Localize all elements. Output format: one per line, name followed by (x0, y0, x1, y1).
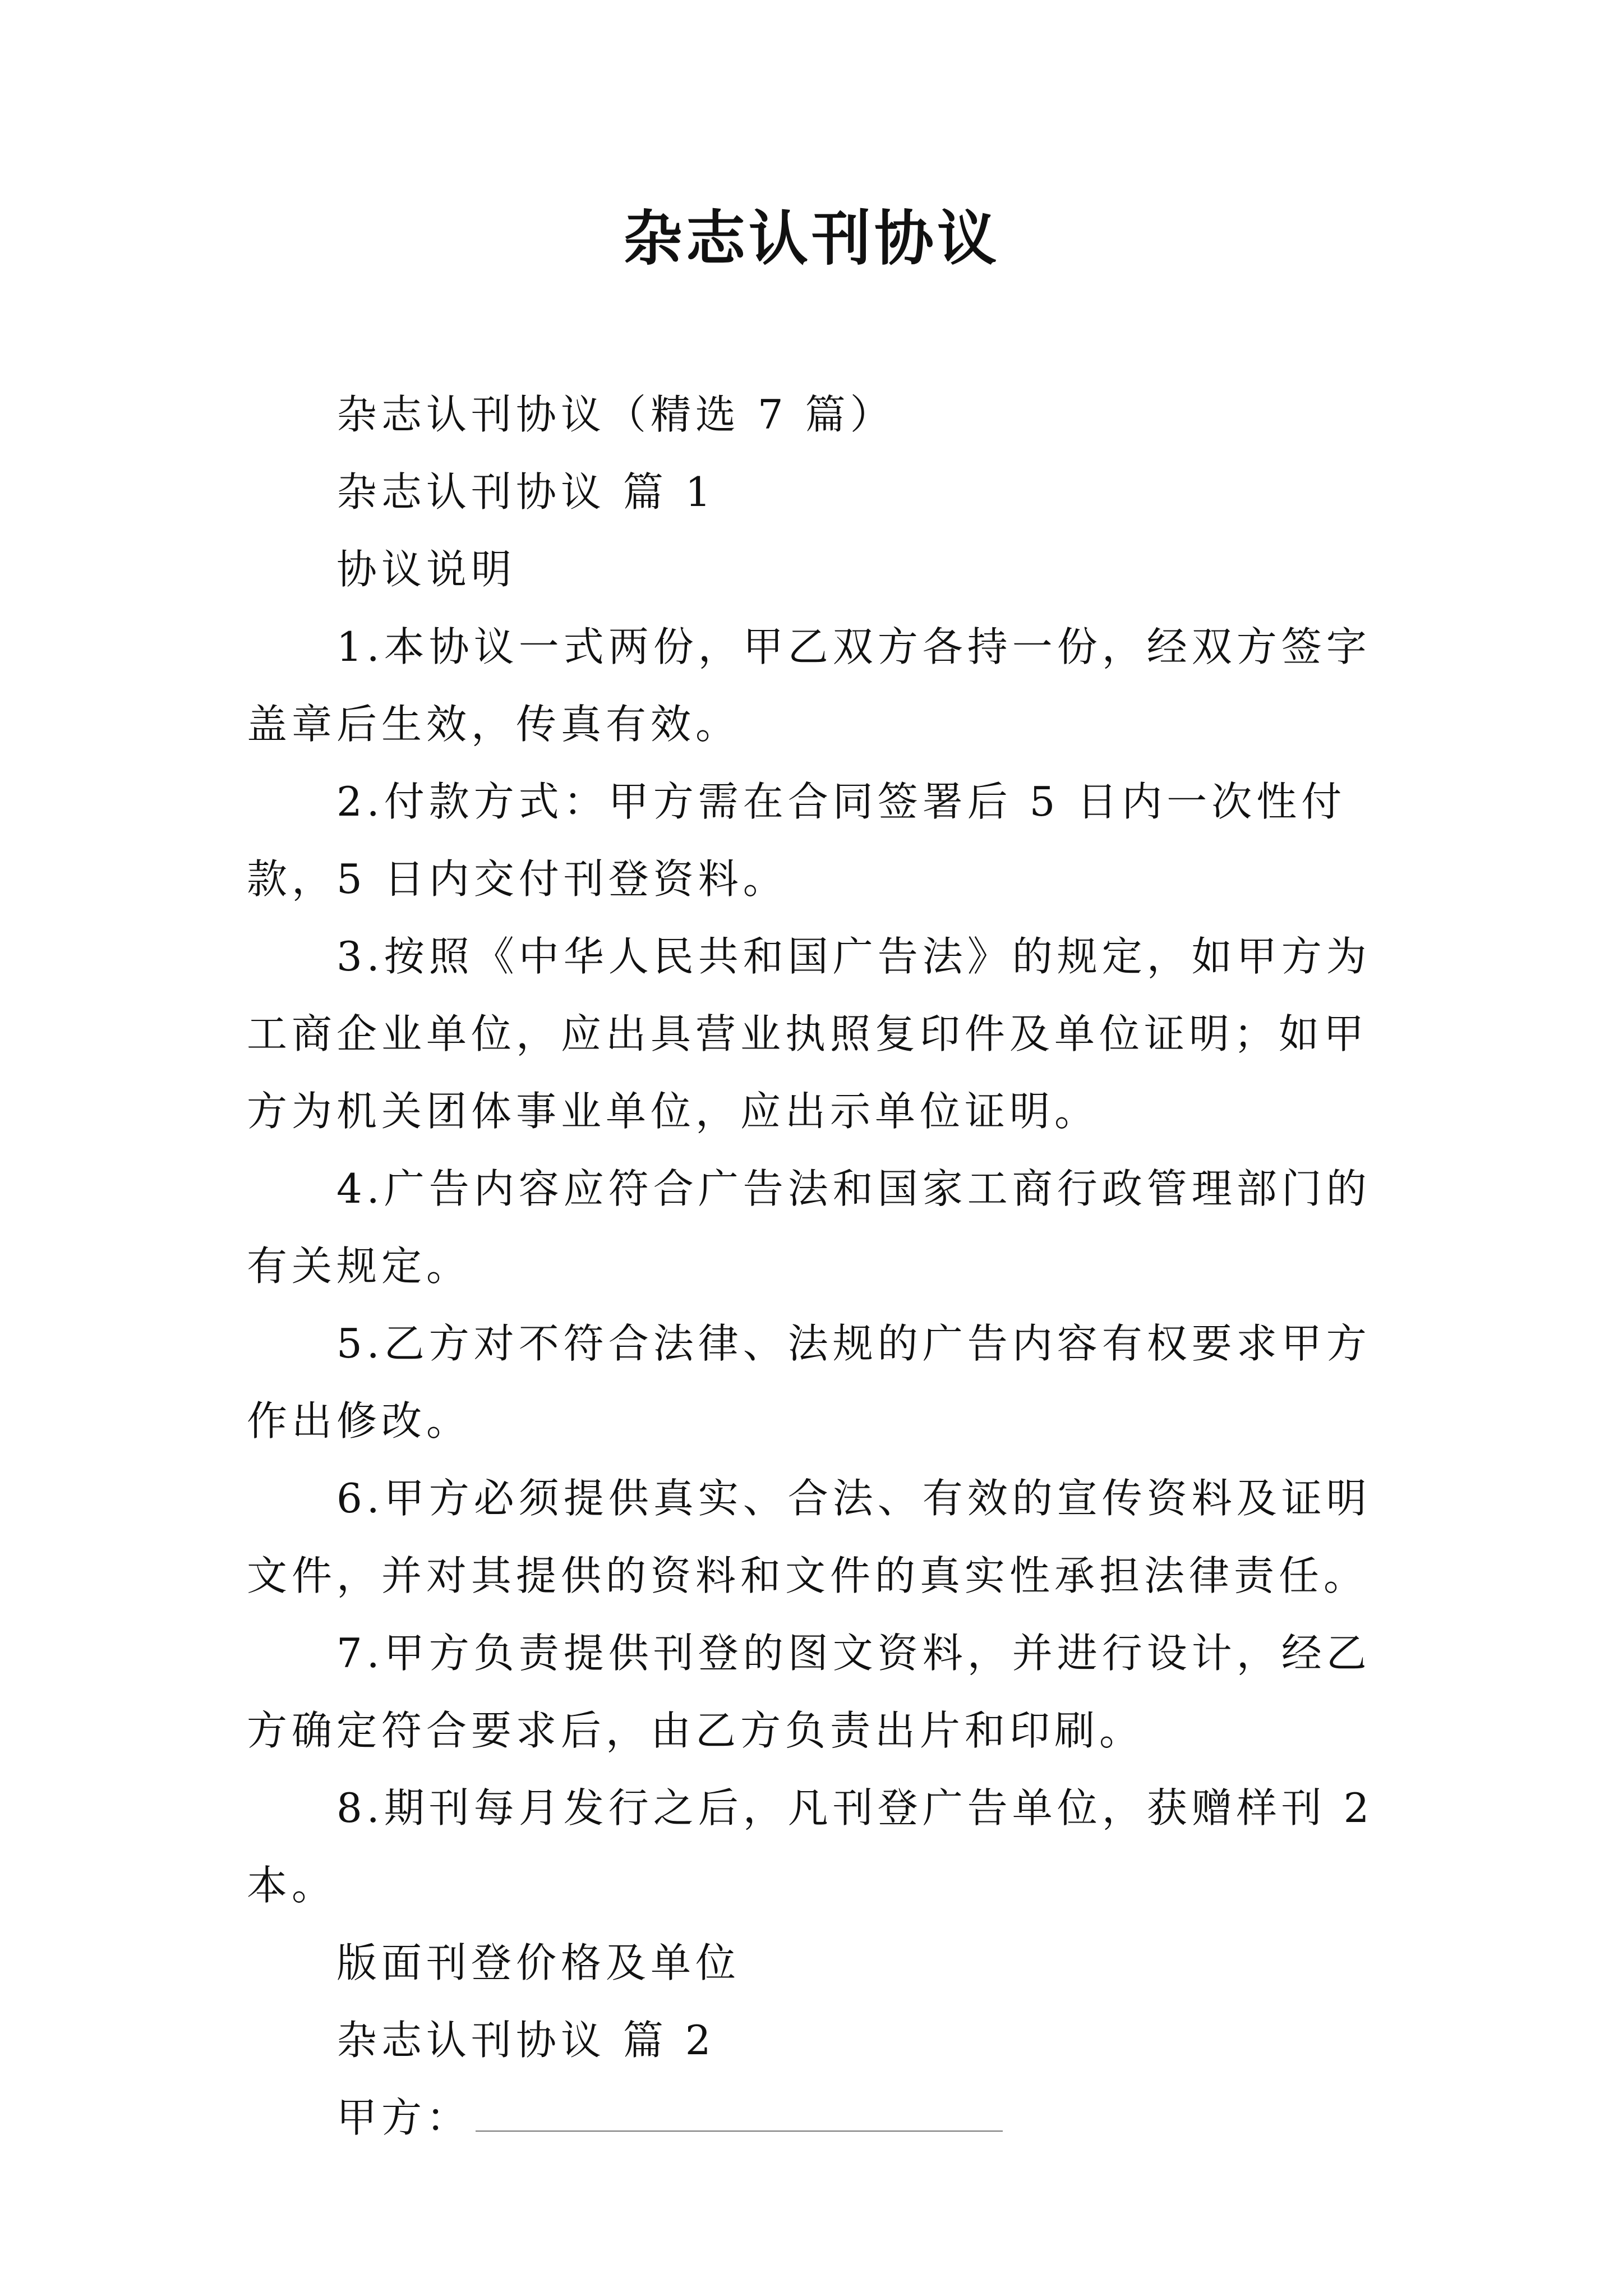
clause-paragraph: 1.本协议一式两份，甲乙双方各持一份，经双方签字盖章后生效，传真有效。 (247, 623, 1371, 748)
clause-paragraph: 4.广告内容应符合广告法和国家工商行政管理部门的有关规定。 (247, 1165, 1371, 1290)
clause-paragraph: 3.按照《中华人民共和国广告法》的规定，如甲方为工商企业单位，应出具营业执照复印件及单位证明；如甲方为机关团体事业单位，应出示单位证明。 (247, 933, 1371, 1135)
subtitle-paragraph: 杂志认刊协议（精选 7 篇） (336, 391, 895, 438)
section-heading: 协议说明 (336, 546, 517, 593)
clause-paragraph: 5.乙方对不符合法律、法规的广告内容有权要求甲方作出修改。 (247, 1320, 1371, 1444)
clause-paragraph: 8.期刊每月发行之后，凡刊登广告单位，获赠样刊 2 本。 (247, 1784, 1374, 1909)
section-heading: 杂志认刊协议 篇 2 (336, 2017, 716, 2064)
clause-paragraph: 2.付款方式：甲方需在合同签署后 5 日内一次性付款，5 日内交付刊登资料。 (247, 778, 1347, 903)
party-a-label: 甲方： (336, 2094, 472, 2141)
party-a-line (247, 2079, 1394, 2156)
section-heading: 版面刊登价格及单位 (336, 1939, 741, 1986)
section-heading: 杂志认刊协议 篇 1 (336, 468, 716, 516)
clause-paragraph: 6.甲方必须提供真实、合法、有效的宣传资料及证明文件，并对其提供的资料和文件的真实性承担法律责任。 (247, 1475, 1371, 1599)
document-body (247, 376, 1394, 2156)
clause-paragraph: 7.甲方负责提供刊登的图文资料，并进行设计，经乙方确定符合要求后，由乙方负责出片和印刷。 (247, 1630, 1371, 1754)
party-a-signature-blank (476, 2090, 1003, 2132)
document-title: 杂志认刊协议 (623, 203, 1000, 273)
